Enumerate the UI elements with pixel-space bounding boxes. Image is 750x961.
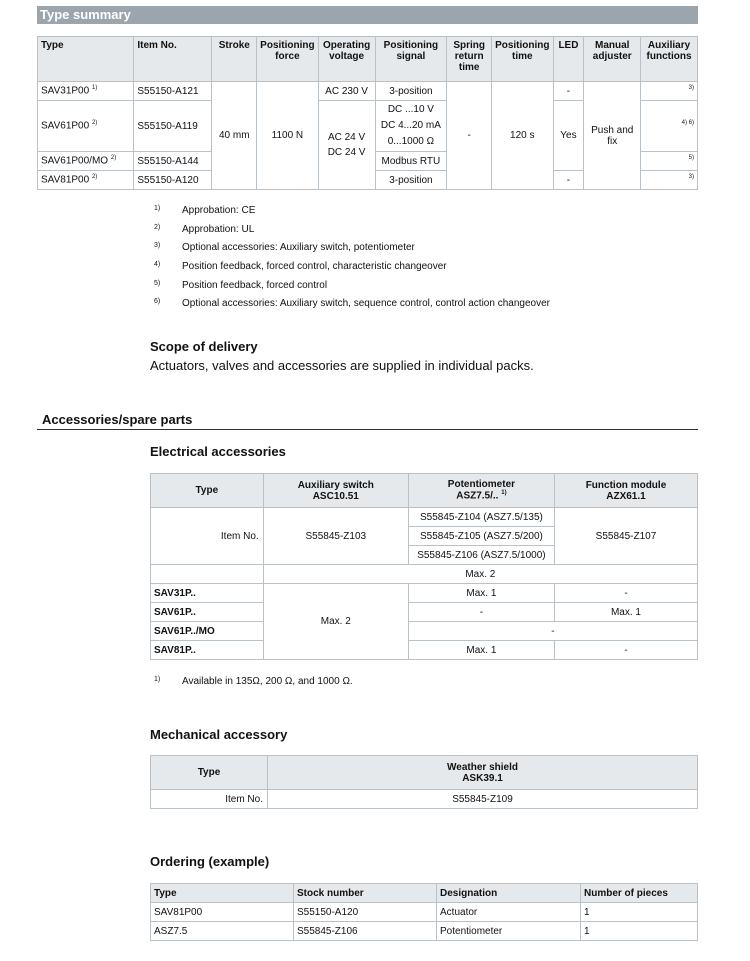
table-row xyxy=(151,622,698,641)
table-row xyxy=(151,790,698,809)
type-cell: SAV81P00 $^{2)}$ xyxy=(38,171,134,190)
table-row xyxy=(38,82,698,101)
table-row xyxy=(151,584,698,603)
pot-item: S55845-Z106 (ASZ7.5/1000) xyxy=(408,546,554,565)
table-header-row xyxy=(151,474,698,508)
ordering-title: Ordering (example) xyxy=(150,854,270,869)
stroke-cell: 40 mm xyxy=(212,82,257,190)
order-cell: 1 xyxy=(581,922,698,941)
col-header: Operating voltage xyxy=(318,37,375,82)
col-header: Type xyxy=(151,756,268,790)
table-row xyxy=(151,922,698,941)
pot-item: S55845-Z105 (ASZ7.5/200) xyxy=(408,527,554,546)
voltage-cell: AC 230 V xyxy=(318,82,375,101)
aux-cell: 3) xyxy=(641,171,698,190)
pot-cell: Max. 1 xyxy=(408,584,554,603)
spring-cell: - xyxy=(447,82,492,190)
item-cell: S55845-Z109 xyxy=(268,790,698,809)
item-cell: S55150-A144 xyxy=(134,152,212,171)
col-header: Stock number xyxy=(294,884,437,903)
table-row xyxy=(151,903,698,922)
table-row xyxy=(151,508,698,527)
order-cell: Potentiometer xyxy=(437,922,581,941)
order-cell: Actuator xyxy=(437,903,581,922)
item-cell: S55150-A120 xyxy=(134,171,212,190)
col-header: Auxiliary functions xyxy=(641,37,698,82)
col-header: Positioning time xyxy=(492,37,553,82)
type-cell: SAV61P.. xyxy=(151,603,264,622)
aux-cell: 4) 6) xyxy=(641,101,698,152)
fm-cell: Max. 1 xyxy=(554,603,697,622)
order-cell: S55150-A120 xyxy=(294,903,437,922)
table-row xyxy=(151,565,698,584)
col-header: Auxiliary switch ASC10.51 xyxy=(263,474,408,508)
order-cell: SAV81P00 xyxy=(151,903,294,922)
order-cell: 1 xyxy=(581,903,698,922)
item-cell: S55150-A121 xyxy=(134,82,212,101)
col-header: LED xyxy=(553,37,584,82)
signal-cell: DC ...10 V DC 4...20 mA 0...1000 Ω xyxy=(375,101,447,152)
table-row xyxy=(151,641,698,660)
signal-cell: Modbus RTU xyxy=(375,152,447,171)
item-cell: S55150-A119 xyxy=(134,101,212,152)
col-header: Type xyxy=(151,884,294,903)
type-cell: SAV61P../MO xyxy=(151,622,264,641)
type-cell: SAV61P00 $^{2)}$ xyxy=(38,101,134,152)
section-divider xyxy=(37,429,698,430)
type-cell: SAV61P00/MO $^{2)}$ xyxy=(38,152,134,171)
pot-item: S55845-Z104 (ASZ7.5/135) xyxy=(408,508,554,527)
col-header: Number of pieces xyxy=(581,884,698,903)
col-header: Type xyxy=(38,37,134,82)
col-header: Manual adjuster xyxy=(584,37,641,82)
voltage-cell: AC 24 V DC 24 V xyxy=(318,101,375,190)
type-summary-title: Type summary xyxy=(37,6,698,24)
ordering-table xyxy=(150,883,698,941)
scope-title: Scope of delivery xyxy=(150,339,258,354)
col-header: Type xyxy=(151,474,264,508)
table-header-row xyxy=(38,37,698,82)
manual-cell: Push and fix xyxy=(584,82,641,190)
mechanical-title: Mechanical accessory xyxy=(150,727,288,742)
order-cell: ASZ7.5 xyxy=(151,922,294,941)
fm-cell: - xyxy=(554,641,697,660)
led-cell: - xyxy=(553,82,584,101)
mechanical-table xyxy=(150,755,698,809)
col-header: Stroke xyxy=(212,37,257,82)
pot-cell: - xyxy=(408,603,554,622)
signal-cell: 3-position xyxy=(375,82,447,101)
type-cell: SAV31P.. xyxy=(151,584,264,603)
table-row xyxy=(151,603,698,622)
col-header: Spring return time xyxy=(447,37,492,82)
electrical-title: Electrical accessories xyxy=(150,444,286,459)
empty-cell xyxy=(151,565,264,584)
table-header-row xyxy=(151,884,698,903)
electrical-table xyxy=(150,473,698,660)
col-header: Positioning signal xyxy=(375,37,447,82)
type-cell: SAV81P.. xyxy=(151,641,264,660)
force-cell: 1100 N xyxy=(257,82,318,190)
order-cell: S55845-Z106 xyxy=(294,922,437,941)
fm-cell: - xyxy=(554,584,697,603)
col-header: Designation xyxy=(437,884,581,903)
type-summary-table xyxy=(37,36,698,190)
aux-cell: 5) xyxy=(641,152,698,171)
col-header: Weather shield ASK39.1 xyxy=(268,756,698,790)
led-cell: - xyxy=(553,171,584,190)
merged-cell: - xyxy=(408,622,697,641)
pot-cell: Max. 1 xyxy=(408,641,554,660)
col-header: Item No. xyxy=(134,37,212,82)
item-label: Item No. xyxy=(151,508,264,565)
led-cell: Yes xyxy=(553,101,584,171)
fm-item: S55845-Z107 xyxy=(554,508,697,565)
table-header-row xyxy=(151,756,698,790)
signal-cell: 3-position xyxy=(375,171,447,190)
accessories-title: Accessories/spare parts xyxy=(42,412,193,427)
type-cell: SAV31P00 $^{1)}$ xyxy=(38,82,134,101)
col-header: Potentiometer ASZ7.5/.. $^{1)}$ xyxy=(408,474,554,508)
aux-max-cell: Max. 2 xyxy=(263,584,408,660)
item-label: Item No. xyxy=(151,790,268,809)
aux-cell: 3) xyxy=(641,82,698,101)
scope-text: Actuators, valves and accessories are supplied in individual packs. xyxy=(150,358,534,373)
positioning-time-cell: 120 s xyxy=(492,82,553,190)
max-span-cell: Max. 2 xyxy=(263,565,697,584)
col-header: Positioning force xyxy=(257,37,318,82)
aux-item: S55845-Z103 xyxy=(263,508,408,565)
col-header: Function module AZX61.1 xyxy=(554,474,697,508)
